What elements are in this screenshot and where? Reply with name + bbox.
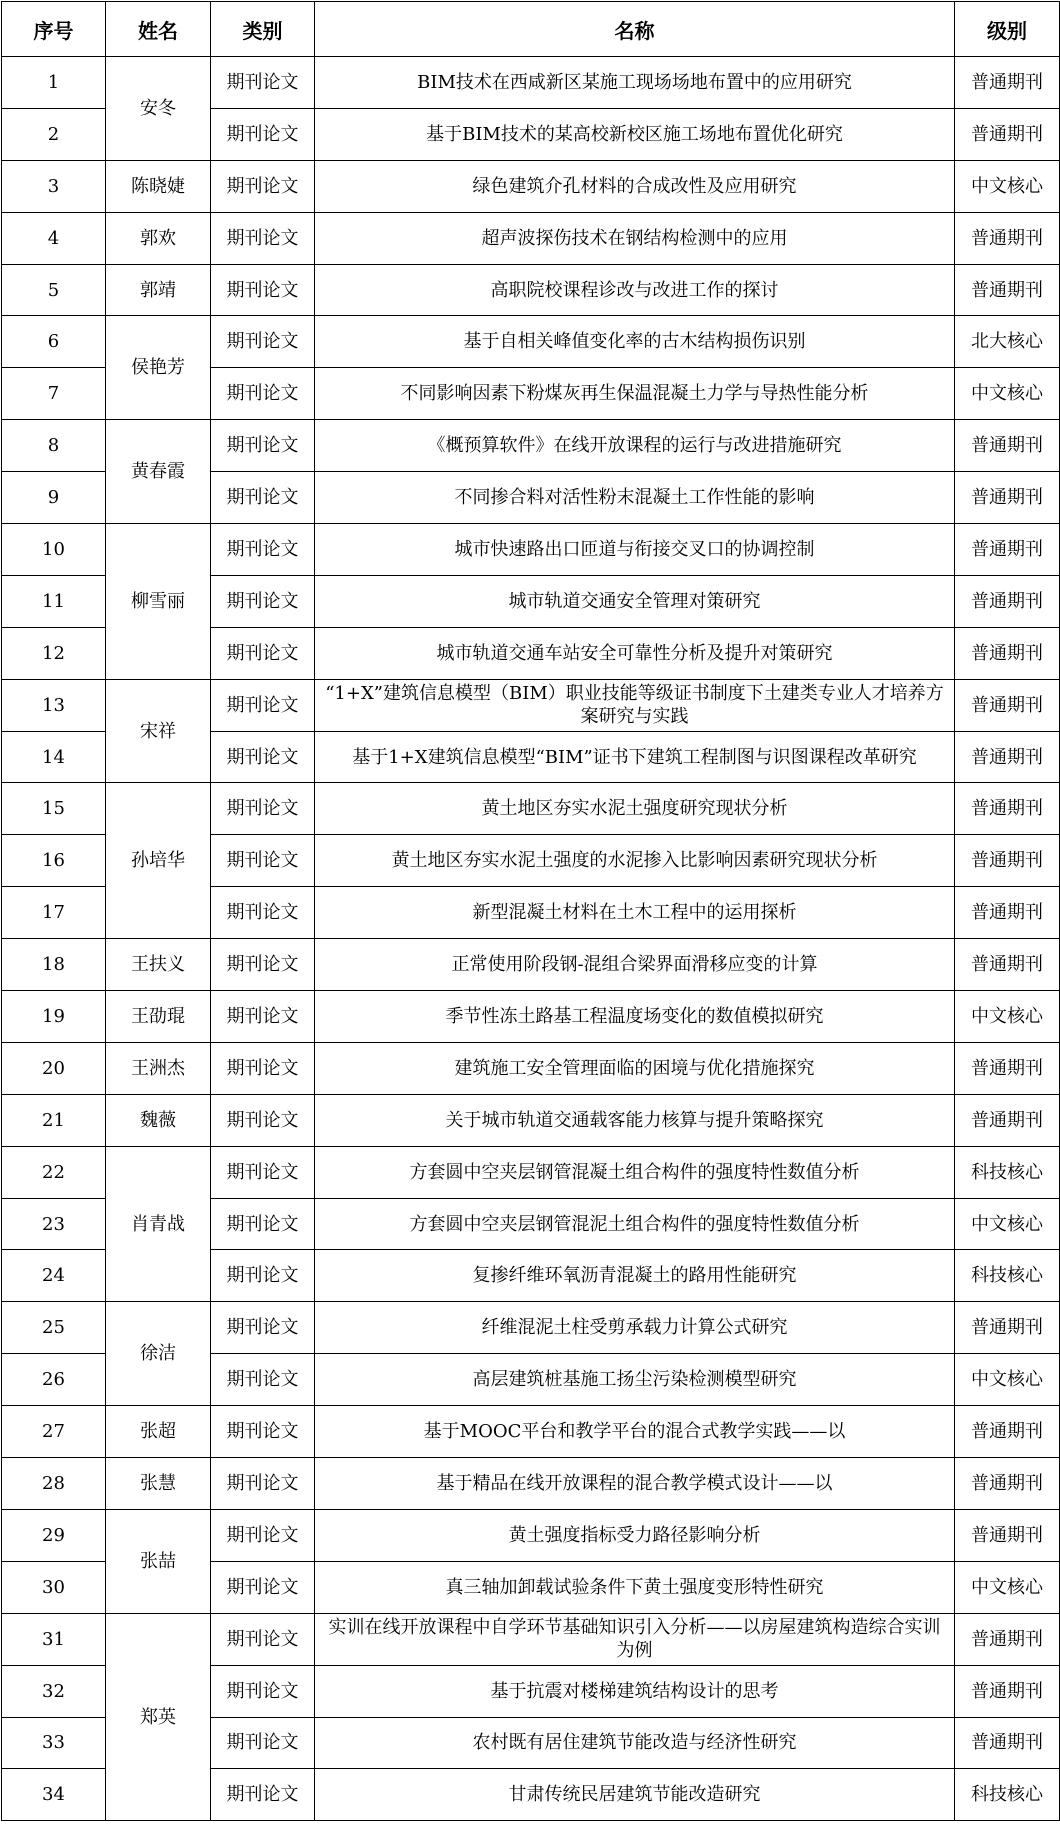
paper-title: 黄土强度指标受力路径影响分析 [315, 1509, 955, 1561]
row-number: 27 [2, 1406, 106, 1458]
journal-level: 普通期刊 [955, 679, 1060, 731]
paper-title: 城市轨道交通安全管理对策研究 [315, 575, 955, 627]
row-number: 21 [2, 1094, 106, 1146]
journal-level: 中文核心 [955, 1354, 1060, 1406]
journal-level: 普通期刊 [955, 575, 1060, 627]
paper-title: 纤维混泥土柱受剪承载力计算公式研究 [315, 1302, 955, 1354]
paper-type: 期刊论文 [211, 420, 315, 472]
journal-level: 普通期刊 [955, 1717, 1060, 1769]
journal-level: 普通期刊 [955, 627, 1060, 679]
paper-title: 关于城市轨道交通载客能力核算与提升策略探究 [315, 1094, 955, 1146]
paper-type: 期刊论文 [211, 1094, 315, 1146]
journal-level: 普通期刊 [955, 524, 1060, 576]
paper-type: 期刊论文 [211, 627, 315, 679]
paper-type: 期刊论文 [211, 368, 315, 420]
author-name: 郭欢 [106, 212, 211, 264]
paper-type: 期刊论文 [211, 1354, 315, 1406]
journal-level: 普通期刊 [955, 264, 1060, 316]
journal-level: 普通期刊 [955, 108, 1060, 160]
row-number: 17 [2, 887, 106, 939]
paper-title: “1+X”建筑信息模型（BIM）职业技能等级证书制度下土建类专业人才培养方案研究与实践 [315, 679, 955, 731]
author-name: 徐洁 [106, 1302, 211, 1406]
author-name: 魏薇 [106, 1094, 211, 1146]
row-number: 4 [2, 212, 106, 264]
paper-title: 城市快速路出口匝道与衔接交叉口的协调控制 [315, 524, 955, 576]
author-name: 宋祥 [106, 679, 211, 783]
paper-title: 绿色建筑介孔材料的合成改性及应用研究 [315, 160, 955, 212]
table-row [2, 939, 1060, 991]
paper-type: 期刊论文 [211, 1198, 315, 1250]
row-number: 34 [2, 1769, 106, 1821]
journal-level: 科技核心 [955, 1769, 1060, 1821]
paper-type: 期刊论文 [211, 160, 315, 212]
table-row [2, 1458, 1060, 1510]
row-number: 31 [2, 1613, 106, 1665]
paper-title: 季节性冻土路基工程温度场变化的数值模拟研究 [315, 991, 955, 1043]
paper-type: 期刊论文 [211, 524, 315, 576]
paper-type: 期刊论文 [211, 1561, 315, 1613]
table-row [2, 783, 1060, 835]
paper-type: 期刊论文 [211, 1302, 315, 1354]
table-row [2, 212, 1060, 264]
table-row [2, 1302, 1060, 1354]
journal-level: 中文核心 [955, 1561, 1060, 1613]
paper-type: 期刊论文 [211, 1769, 315, 1821]
author-name: 张超 [106, 1406, 211, 1458]
paper-title: 不同掺合料对活性粉末混凝土工作性能的影响 [315, 472, 955, 524]
table-row [2, 57, 1060, 109]
table-row [2, 264, 1060, 316]
row-number: 6 [2, 316, 106, 368]
journal-level: 中文核心 [955, 160, 1060, 212]
table-row [2, 524, 1060, 576]
table-row [2, 991, 1060, 1043]
journal-level: 科技核心 [955, 1146, 1060, 1198]
author-name: 柳雪丽 [106, 524, 211, 680]
paper-type: 期刊论文 [211, 731, 315, 783]
paper-title: 基于BIM技术的某高校新校区施工场地布置优化研究 [315, 108, 955, 160]
journal-level: 普通期刊 [955, 1094, 1060, 1146]
journal-level: 普通期刊 [955, 57, 1060, 109]
row-number: 15 [2, 783, 106, 835]
paper-type: 期刊论文 [211, 1042, 315, 1094]
paper-type: 期刊论文 [211, 679, 315, 731]
paper-title: 黄土地区夯实水泥土强度的水泥掺入比影响因素研究现状分析 [315, 835, 955, 887]
header-title: 名称 [315, 2, 955, 57]
journal-level: 普通期刊 [955, 835, 1060, 887]
table-row [2, 420, 1060, 472]
journal-level: 普通期刊 [955, 939, 1060, 991]
table-row [2, 1509, 1060, 1561]
paper-title: 城市轨道交通车站安全可靠性分析及提升对策研究 [315, 627, 955, 679]
paper-title: 《概预算软件》在线开放课程的运行与改进措施研究 [315, 420, 955, 472]
paper-title: 方套圆中空夹层钢管混凝土组合构件的强度特性数值分析 [315, 1146, 955, 1198]
row-number: 1 [2, 57, 106, 109]
paper-type: 期刊论文 [211, 1717, 315, 1769]
row-number: 24 [2, 1250, 106, 1302]
paper-title: 基于精品在线开放课程的混合教学模式设计——以 [315, 1458, 955, 1510]
row-number: 28 [2, 1458, 106, 1510]
journal-level: 普通期刊 [955, 472, 1060, 524]
paper-title: 建筑施工安全管理面临的困境与优化措施探究 [315, 1042, 955, 1094]
row-number: 16 [2, 835, 106, 887]
paper-type: 期刊论文 [211, 264, 315, 316]
paper-type: 期刊论文 [211, 1406, 315, 1458]
row-number: 3 [2, 160, 106, 212]
paper-type: 期刊论文 [211, 1250, 315, 1302]
author-name: 肖青战 [106, 1146, 211, 1302]
table-row [2, 1094, 1060, 1146]
author-name: 郑英 [106, 1613, 211, 1821]
journal-level: 普通期刊 [955, 1406, 1060, 1458]
row-number: 10 [2, 524, 106, 576]
journal-level: 普通期刊 [955, 887, 1060, 939]
header-level: 级别 [955, 2, 1060, 57]
paper-type: 期刊论文 [211, 783, 315, 835]
row-number: 14 [2, 731, 106, 783]
table-row [2, 316, 1060, 368]
paper-type: 期刊论文 [211, 316, 315, 368]
journal-level: 北大核心 [955, 316, 1060, 368]
row-number: 19 [2, 991, 106, 1043]
row-number: 25 [2, 1302, 106, 1354]
paper-type: 期刊论文 [211, 212, 315, 264]
table-row [2, 160, 1060, 212]
journal-level: 中文核心 [955, 368, 1060, 420]
journal-level: 普通期刊 [955, 1302, 1060, 1354]
paper-type: 期刊论文 [211, 57, 315, 109]
paper-title: 方套圆中空夹层钢管混泥土组合构件的强度特性数值分析 [315, 1198, 955, 1250]
table-body [2, 57, 1060, 1821]
author-name: 陈晓婕 [106, 160, 211, 212]
paper-title: 实训在线开放课程中自学环节基础知识引入分析——以房屋建筑构造综合实训为例 [315, 1613, 955, 1665]
author-name: 王劭琨 [106, 991, 211, 1043]
journal-level: 中文核心 [955, 1198, 1060, 1250]
paper-type: 期刊论文 [211, 1509, 315, 1561]
journal-level: 科技核心 [955, 1250, 1060, 1302]
journal-level: 普通期刊 [955, 783, 1060, 835]
paper-type: 期刊论文 [211, 1458, 315, 1510]
author-name: 安冬 [106, 57, 211, 161]
row-number: 26 [2, 1354, 106, 1406]
paper-title: 基于MOOC平台和教学平台的混合式教学实践——以 [315, 1406, 955, 1458]
paper-title: 基于抗震对楼梯建筑结构设计的思考 [315, 1665, 955, 1717]
paper-title: 农村既有居住建筑节能改造与经济性研究 [315, 1717, 955, 1769]
paper-type: 期刊论文 [211, 939, 315, 991]
paper-title: 真三轴加卸载试验条件下黄土强度变形特性研究 [315, 1561, 955, 1613]
row-number: 5 [2, 264, 106, 316]
row-number: 20 [2, 1042, 106, 1094]
journal-level: 普通期刊 [955, 1042, 1060, 1094]
journal-level: 普通期刊 [955, 1458, 1060, 1510]
paper-table [1, 1, 1060, 1821]
paper-type: 期刊论文 [211, 1146, 315, 1198]
paper-title: 超声波探伤技术在钢结构检测中的应用 [315, 212, 955, 264]
paper-title: 复掺纤维环氧沥青混凝土的路用性能研究 [315, 1250, 955, 1302]
paper-title: 黄土地区夯实水泥土强度研究现状分析 [315, 783, 955, 835]
row-number: 2 [2, 108, 106, 160]
table-row [2, 1613, 1060, 1665]
paper-type: 期刊论文 [211, 1613, 315, 1665]
paper-title: 甘肃传统民居建筑节能改造研究 [315, 1769, 955, 1821]
journal-level: 普通期刊 [955, 1613, 1060, 1665]
paper-type: 期刊论文 [211, 835, 315, 887]
table-header [2, 2, 1060, 57]
row-number: 11 [2, 575, 106, 627]
row-number: 12 [2, 627, 106, 679]
journal-level: 普通期刊 [955, 1665, 1060, 1717]
journal-level: 普通期刊 [955, 1509, 1060, 1561]
row-number: 30 [2, 1561, 106, 1613]
row-number: 18 [2, 939, 106, 991]
table-row [2, 1146, 1060, 1198]
author-name: 王洲杰 [106, 1042, 211, 1094]
paper-type: 期刊论文 [211, 887, 315, 939]
paper-type: 期刊论文 [211, 108, 315, 160]
paper-title: 高层建筑桩基施工扬尘污染检测模型研究 [315, 1354, 955, 1406]
table-row [2, 1406, 1060, 1458]
author-name: 侯艳芳 [106, 316, 211, 420]
journal-level: 普通期刊 [955, 212, 1060, 264]
row-number: 7 [2, 368, 106, 420]
row-number: 22 [2, 1146, 106, 1198]
paper-title: 正常使用阶段钢-混组合梁界面滑移应变的计算 [315, 939, 955, 991]
table-row [2, 679, 1060, 731]
header-name: 姓名 [106, 2, 211, 57]
paper-type: 期刊论文 [211, 472, 315, 524]
row-number: 32 [2, 1665, 106, 1717]
row-number: 9 [2, 472, 106, 524]
header-no: 序号 [2, 2, 106, 57]
author-name: 孙培华 [106, 783, 211, 939]
paper-title: 基于自相关峰值变化率的古木结构损伤识别 [315, 316, 955, 368]
author-name: 张慧 [106, 1458, 211, 1510]
header-type: 类别 [211, 2, 315, 57]
table-row [2, 1042, 1060, 1094]
paper-title: 新型混凝土材料在土木工程中的运用探析 [315, 887, 955, 939]
journal-level: 普通期刊 [955, 731, 1060, 783]
row-number: 23 [2, 1198, 106, 1250]
paper-type: 期刊论文 [211, 991, 315, 1043]
paper-title: BIM技术在西咸新区某施工现场场地布置中的应用研究 [315, 57, 955, 109]
author-name: 郭靖 [106, 264, 211, 316]
row-number: 33 [2, 1717, 106, 1769]
row-number: 8 [2, 420, 106, 472]
author-name: 黄春霞 [106, 420, 211, 524]
row-number: 13 [2, 679, 106, 731]
journal-level: 普通期刊 [955, 420, 1060, 472]
author-name: 王扶义 [106, 939, 211, 991]
paper-type: 期刊论文 [211, 575, 315, 627]
paper-title: 高职院校课程诊改与改进工作的探讨 [315, 264, 955, 316]
paper-title: 不同影响因素下粉煤灰再生保温混凝土力学与导热性能分析 [315, 368, 955, 420]
row-number: 29 [2, 1509, 106, 1561]
paper-title: 基于1+X建筑信息模型“BIM”证书下建筑工程制图与识图课程改革研究 [315, 731, 955, 783]
header-row [2, 2, 1060, 57]
journal-level: 中文核心 [955, 991, 1060, 1043]
paper-type: 期刊论文 [211, 1665, 315, 1717]
author-name: 张喆 [106, 1509, 211, 1613]
